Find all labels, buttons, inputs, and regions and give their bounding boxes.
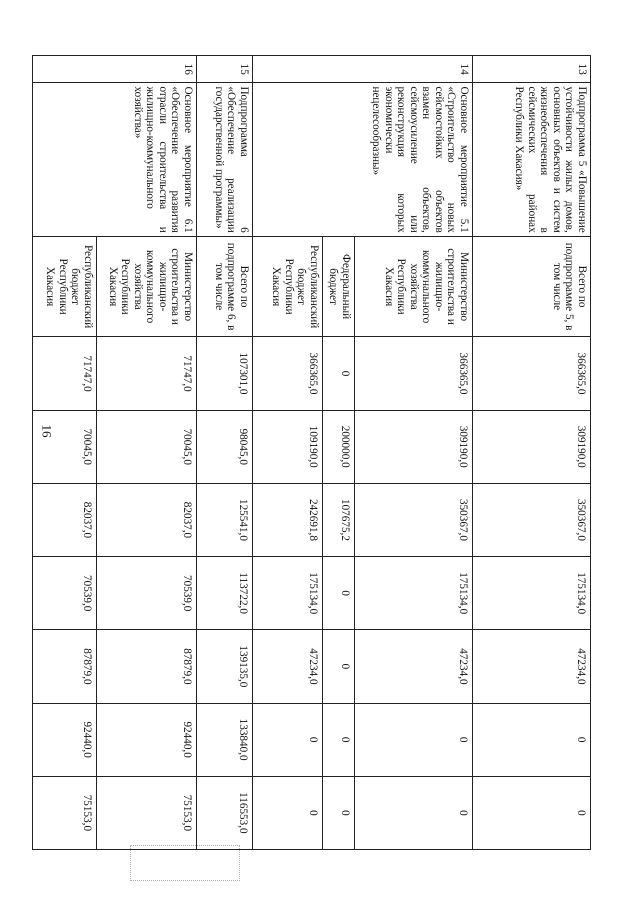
amount-cell: 107301,0 <box>197 337 253 410</box>
amount-cell: 116553,0 <box>197 776 253 849</box>
amount-cell: 87879,0 <box>97 630 197 703</box>
table-row <box>355 56 473 850</box>
funding-source: Республиканский бюджет Республики Хакасия <box>253 236 323 337</box>
amount-cell: 0 <box>253 703 323 776</box>
row-number: 14 <box>253 56 473 83</box>
rotated-table-container <box>44 55 591 850</box>
amount-cell: 71747,0 <box>97 337 197 410</box>
amount-cell: 0 <box>323 630 355 703</box>
amount-cell: 175134,0 <box>253 557 323 630</box>
amount-cell: 109190,0 <box>253 410 323 483</box>
amount-cell: 92440,0 <box>33 703 97 776</box>
amount-cell: 70539,0 <box>33 557 97 630</box>
amount-cell: 87879,0 <box>33 630 97 703</box>
amount-cell: 71747,0 <box>33 337 97 410</box>
amount-cell: 70045,0 <box>97 410 197 483</box>
amount-cell: 0 <box>253 776 323 849</box>
amount-cell: 0 <box>323 557 355 630</box>
amount-cell: 242691,8 <box>253 483 323 556</box>
row-number: 16 <box>33 56 197 83</box>
amount-cell: 139135,0 <box>197 630 253 703</box>
amount-cell: 200000,0 <box>323 410 355 483</box>
funding-source: Всего по подпрограмме 5, в том числе <box>473 236 591 337</box>
row-number: 15 <box>197 56 253 83</box>
amount-cell: 350367,0 <box>473 483 591 556</box>
amount-cell: 0 <box>323 337 355 410</box>
amount-cell: 125541,0 <box>197 483 253 556</box>
amount-cell: 0 <box>323 703 355 776</box>
amount-cell: 0 <box>473 703 591 776</box>
amount-cell: 47234,0 <box>355 630 473 703</box>
program-name: Основное мероприятие 6.1 «Обеспечение развития отрасли строительства и жилищно-коммунального хозяйства» <box>33 83 197 236</box>
amount-cell: 366365,0 <box>473 337 591 410</box>
amount-cell: 0 <box>355 776 473 849</box>
amount-cell: 47234,0 <box>253 630 323 703</box>
table-row <box>97 56 197 850</box>
amount-cell: 0 <box>323 776 355 849</box>
funding-source: Министерство строительства и жилищно-коммунального хозяйства Республики Хакасия <box>97 236 197 337</box>
funding-source: Республиканский бюджет Республики Хакасия <box>33 236 97 337</box>
amount-cell: 82037,0 <box>97 483 197 556</box>
amount-cell: 350367,0 <box>355 483 473 556</box>
page-number: 16 <box>39 424 55 438</box>
amount-cell: 0 <box>355 703 473 776</box>
funding-source: Министерство строительства и жилищно-коммунального хозяйства Республики Хакасия <box>355 236 473 337</box>
amount-cell: 133840,0 <box>197 703 253 776</box>
amount-cell: 366365,0 <box>355 337 473 410</box>
table-row <box>473 56 591 850</box>
amount-cell: 107675,2 <box>323 483 355 556</box>
amount-cell: 82037,0 <box>33 483 97 556</box>
table-row <box>197 56 253 850</box>
amount-cell: 0 <box>473 776 591 849</box>
amount-cell: 75153,0 <box>33 776 97 849</box>
program-name: Подпрограмма 6 «Обеспечение реализации государственной программы» <box>197 83 253 236</box>
amount-cell: 75153,0 <box>97 776 197 849</box>
amount-cell: 309190,0 <box>355 410 473 483</box>
amount-cell: 70045,0 <box>33 410 97 483</box>
program-name: Основное мероприятие 5.1 «Строительство новых сейсмостойких объектов взамен объектов, сейсмоусиление или реконструкция которых экономически нецелесообразны» <box>253 83 473 236</box>
amount-cell: 113722,0 <box>197 557 253 630</box>
amount-cell: 309190,0 <box>473 410 591 483</box>
program-name: Подпрограмма 5 «Повышение устойчивости жилых домов, основных объектов и систем жизнеобеспечения в сейсмических районах Республики Хакасия» <box>473 83 591 236</box>
stamp-mark <box>130 845 240 881</box>
amount-cell: 366365,0 <box>253 337 323 410</box>
amount-cell: 175134,0 <box>473 557 591 630</box>
budget-table <box>32 55 591 850</box>
funding-source: Всего по подпрограмме 6, в том числе <box>197 236 253 337</box>
rotated-table-wrapper <box>44 55 591 850</box>
amount-cell: 98045,0 <box>197 410 253 483</box>
table-body <box>33 56 591 850</box>
amount-cell: 70539,0 <box>97 557 197 630</box>
funding-source: Федеральный бюджет <box>323 236 355 337</box>
amount-cell: 175134,0 <box>355 557 473 630</box>
amount-cell: 92440,0 <box>97 703 197 776</box>
amount-cell: 47234,0 <box>473 630 591 703</box>
row-number: 13 <box>473 56 591 83</box>
